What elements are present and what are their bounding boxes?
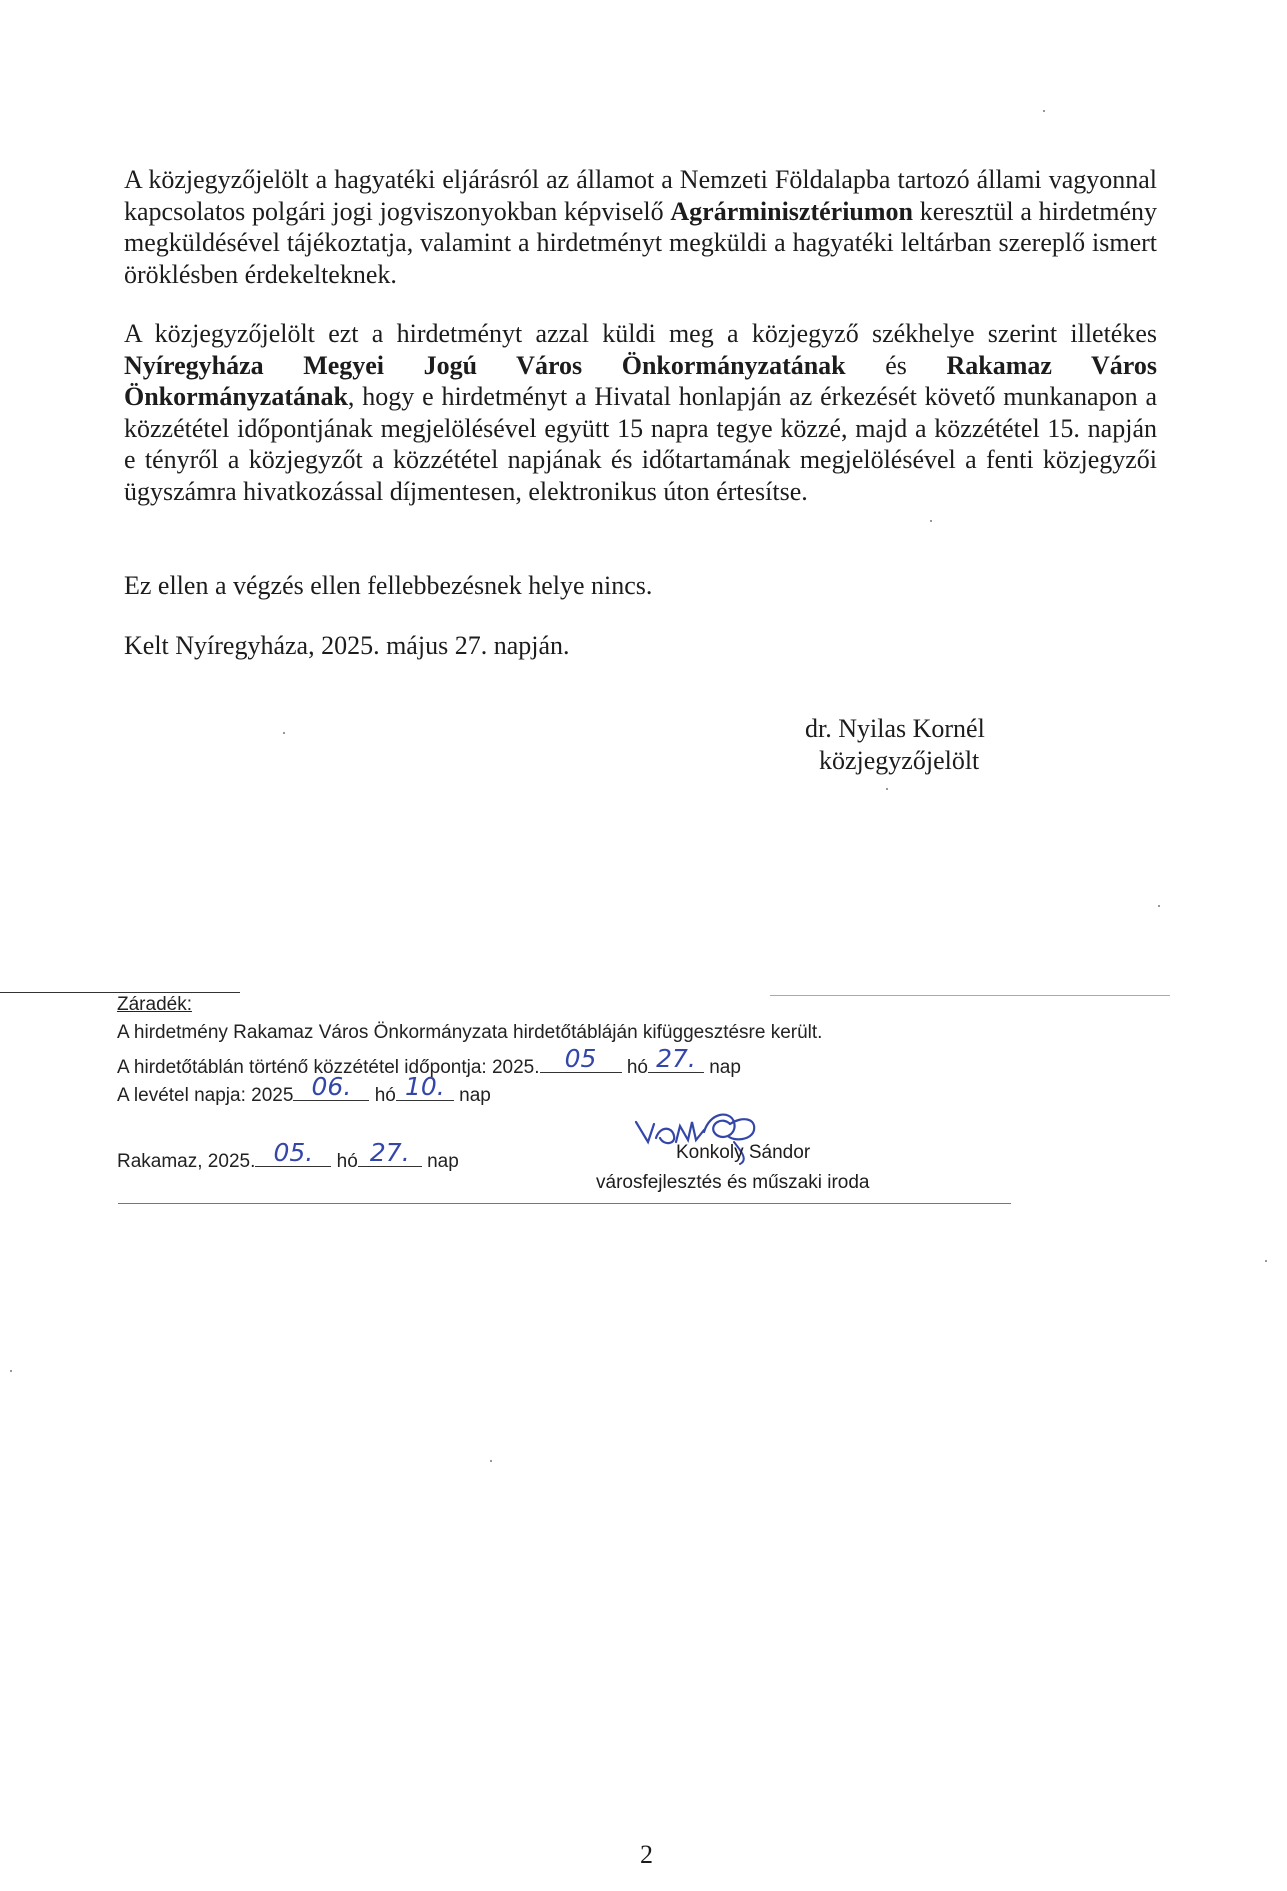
clause-label: hó <box>336 1151 358 1172</box>
clause-signer-office: városfejlesztés és műszaki iroda <box>596 1172 870 1193</box>
day-field <box>648 1044 704 1073</box>
paragraph-text: , hogy e hirdetményt a Hivatal honlapján az érkezését követő munkanapon a közzététel időpontjának megjelölésével együtt 15 napra tegye közzé, majd a közzététel 15. napján e tényről a közjegyzőt a közzététel napjának és időtartamának megjelölésével a fenti közjegyzői ügyszámra hivatkozással díjmentesen, elektronikus úton értesítse. <box>124 382 1157 506</box>
scan-speck <box>283 732 285 734</box>
clause-place-date-line <box>117 1138 459 1173</box>
month-field <box>540 1044 622 1073</box>
notary-signature-block <box>805 713 985 777</box>
handwritten-day: 27. <box>369 1138 410 1167</box>
paragraph-no-appeal: Ez ellen a végzés ellen fellebbezésnek helye nincs. <box>124 571 653 600</box>
ministry-name: Agrárminisztériumon <box>670 196 913 226</box>
clause-label: A hirdetőtáblán történő közzététel időpontja: 2025. <box>117 1057 540 1078</box>
paragraph-text: és <box>845 350 947 380</box>
paragraph-publication <box>124 318 1157 507</box>
page-number: 2 <box>640 1840 653 1869</box>
paragraph-text: A közjegyzőjelölt ezt a hirdetményt azzal küldi meg a közjegyző székhelye szerint illetékes <box>124 319 1157 348</box>
handwritten-day: 10. <box>404 1072 445 1101</box>
day-field <box>358 1138 422 1167</box>
scan-speck <box>1158 905 1160 907</box>
scan-speck <box>490 1460 492 1462</box>
notary-name: dr. Nyilas Kornél <box>805 714 985 743</box>
clause-label: hó <box>626 1057 648 1078</box>
paragraph-text: keresztül a hirdetmény megküldésével tájékoztatja, valamint a hirdetményt megküldi a hagyatéki leltárban szereplő ismert öröklésben érdekelteknek. <box>124 196 1158 289</box>
separator-rule <box>0 992 240 993</box>
paragraph-text: A közjegyzőjelölt a hagyatéki eljárásról az államot a Nemzeti Földalapba tartozó állami vagyonnal kapcsolatos polgári jogi jogviszonyokban képviselő <box>124 165 1157 226</box>
clause-label: A levétel napja: 2025 <box>117 1085 294 1106</box>
day-field <box>396 1072 454 1101</box>
clause-heading: Záradék: <box>117 994 192 1015</box>
scan-speck <box>930 520 932 522</box>
clause-label: nap <box>427 1151 459 1172</box>
separator-rule <box>118 1203 1011 1204</box>
clause-signer-name: Konkoly Sándor <box>676 1142 811 1163</box>
scan-speck <box>886 788 888 790</box>
month-field <box>255 1138 331 1167</box>
clause-label: Rakamaz, 2025. <box>117 1151 256 1172</box>
handwritten-month: 06. <box>311 1072 352 1101</box>
scan-speck <box>1265 1260 1267 1262</box>
clause-label: nap <box>709 1057 741 1078</box>
separator-rule <box>770 995 1170 996</box>
clause-label: nap <box>459 1085 491 1106</box>
notary-title: közjegyzőjelölt <box>819 746 980 775</box>
handwritten-month: 05. <box>273 1138 314 1167</box>
paragraph-date-place: Kelt Nyíregyháza, 2025. május 27. napján. <box>124 631 570 660</box>
clause-posted-line: A hirdetmény Rakamaz Város Önkormányzata hirdetőtábláján kifüggesztésre került. <box>117 1022 823 1043</box>
clause-label: hó <box>374 1085 396 1106</box>
handwritten-day: 27. <box>656 1044 696 1073</box>
paragraph-notification <box>124 164 1157 290</box>
municipality-name-rakamaz: Rakamaz Város Önkormányzatának <box>124 350 1157 411</box>
municipality-name-nyiregyhaza: Nyíregyháza Megyei Jogú Város Önkormányzatának <box>124 350 846 380</box>
month-field <box>293 1072 369 1101</box>
scan-speck <box>1043 110 1045 112</box>
handwritten-month: 05 <box>564 1044 597 1073</box>
scan-speck <box>10 1370 12 1372</box>
clause-removal-date-line <box>117 1072 491 1107</box>
